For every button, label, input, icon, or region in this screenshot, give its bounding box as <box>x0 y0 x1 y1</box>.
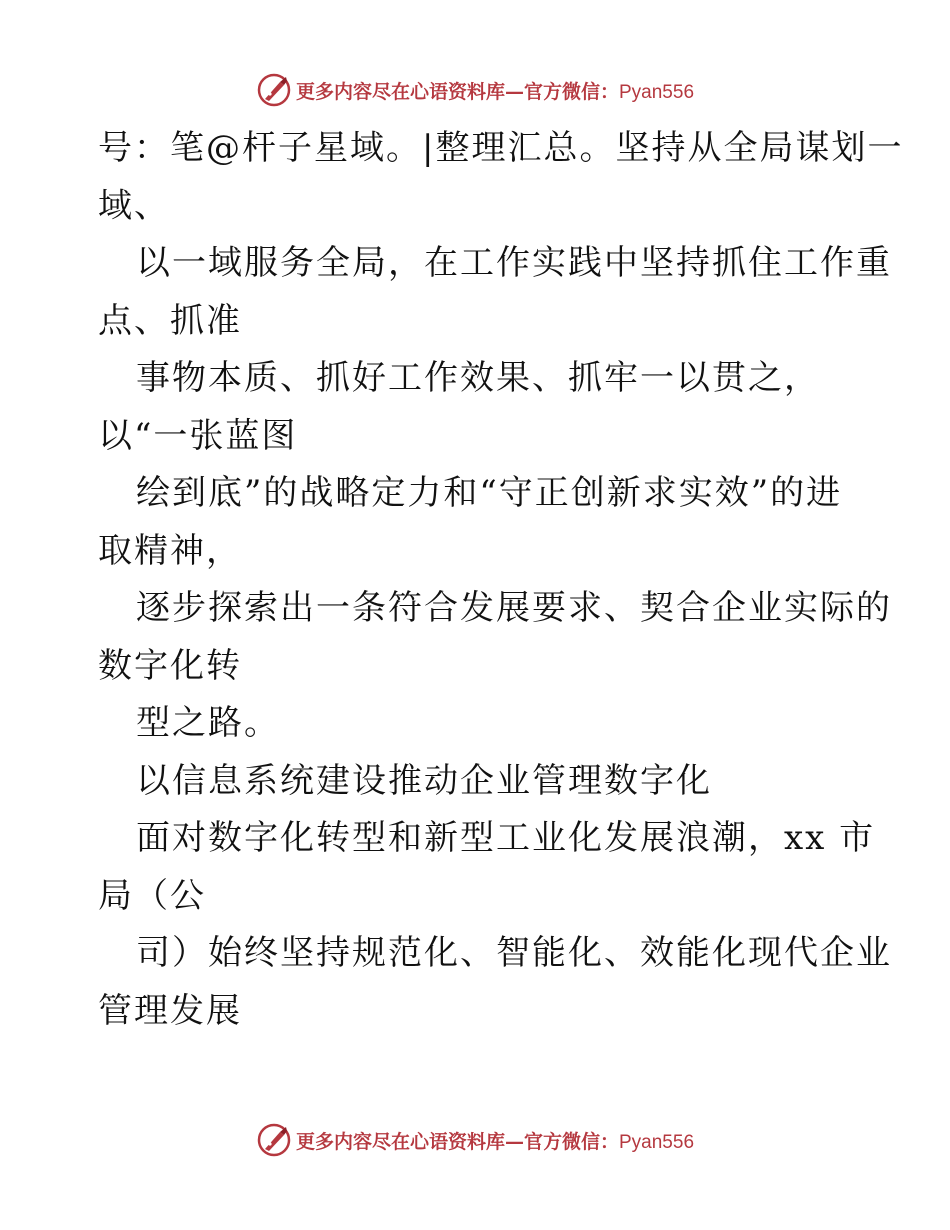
banner-label: 更多内容尽在心语资料库—官方微信： <box>295 1130 619 1153</box>
text-line: 号：笔@杆子星域。|整理汇总。坚持从全局谋划一 <box>98 128 904 168</box>
text-line: 点、抓准 <box>98 300 242 341</box>
quill-pen-logo-icon <box>256 72 292 108</box>
text-line: 以信息系统建设推动企业管理数字化 <box>136 760 712 801</box>
quill-pen-logo-icon <box>256 1122 292 1158</box>
text-line: 绘到底”的战略定力和“守正创新求实效”的进 <box>136 473 843 513</box>
text-line: 取精神， <box>98 530 242 571</box>
text-line: 数字化转 <box>98 645 242 686</box>
document-body <box>98 120 904 1040</box>
header-banner <box>0 70 950 110</box>
banner-wechat-id: Pyan556 <box>619 1131 695 1153</box>
text-line: 司）始终坚持规范化、智能化、效能化现代企业 <box>136 933 892 973</box>
text-line: 面对数字化转型和新型工业化发展浪潮，xx 市 <box>136 818 876 858</box>
text-line: 域、 <box>98 185 170 226</box>
banner-label: 更多内容尽在心语资料库—官方微信： <box>295 80 619 103</box>
text-line: 以“一张蓝图 <box>98 415 298 456</box>
text-line: 管理发展 <box>98 990 242 1031</box>
text-line: 逐步探索出一条符合发展要求、契合企业实际的 <box>136 588 892 628</box>
footer-banner <box>0 1120 950 1160</box>
banner-text <box>296 77 694 104</box>
text-line: 以一域服务全局，在工作实践中坚持抓住工作重 <box>136 243 892 283</box>
text-line: 型之路。 <box>136 703 280 743</box>
banner-wechat-id: Pyan556 <box>619 81 695 103</box>
banner-text <box>296 1127 694 1154</box>
text-line: 局（公 <box>98 875 206 916</box>
text-line: 事物本质、抓好工作效果、抓牢一以贯之， <box>136 358 820 398</box>
